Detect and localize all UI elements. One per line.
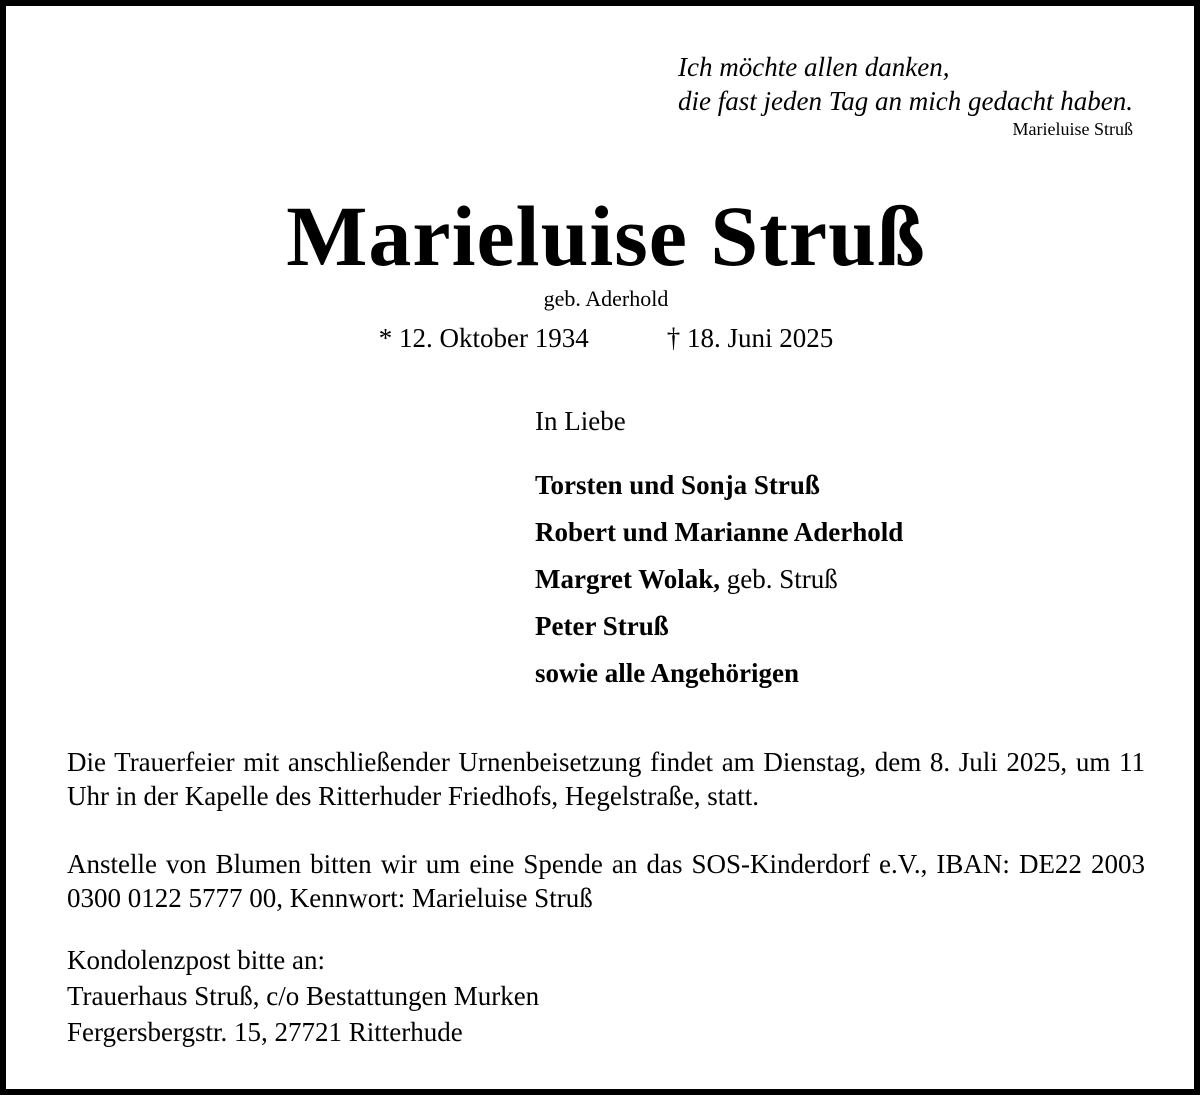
quote-author: Marieluise Struß — [1012, 119, 1133, 139]
mourner-item — [535, 562, 903, 596]
condolence-address — [67, 942, 539, 1050]
mourner-suffix: geb. Struß — [719, 564, 838, 594]
mourners-block — [535, 404, 903, 703]
maiden-name: geb. Aderhold — [543, 286, 669, 311]
birth-date: * 12. Oktober 1934 — [378, 323, 589, 353]
deceased-name: Marieluise Struß — [286, 188, 926, 284]
condolence-line-3: Fergersbergstr. 15, 27721 Ritterhude — [67, 1017, 463, 1047]
mourners-intro: In Liebe — [535, 406, 626, 436]
quote-line-2: die fast jeden Tag an mich gedacht haben. — [678, 86, 1133, 116]
mourner-item — [535, 468, 903, 502]
condolence-line-2: Trauerhaus Struß, c/o Bestattungen Murken — [67, 981, 540, 1011]
mourner-name: Robert und Marianne Aderhold — [535, 517, 904, 547]
mourner-name: sowie alle Angehörigen — [535, 658, 799, 688]
mourner-name: Peter Struß — [535, 611, 669, 641]
death-date: † 18. Juni 2025 — [666, 323, 834, 353]
life-dates — [6, 321, 1200, 355]
condolence-line-1: Kondolenzpost bitte an: — [67, 945, 325, 975]
mourner-item — [535, 609, 903, 643]
memorial-quote — [678, 50, 1133, 140]
quote-line-1: Ich möchte allen danken, — [678, 52, 950, 82]
funeral-notice: Die Trauerfeier mit anschließender Urnenbeisetzung findet am Dienstag, dem 8. Juli 2025, um 11 Uhr in der Kapelle des Ritterhuder Friedhofs, Hegelstraße, statt. — [67, 747, 1145, 811]
mourner-item — [535, 515, 903, 549]
donation-notice: Anstelle von Blumen bitten wir um eine Spende an das SOS-Kinderdorf e.V., IBAN: DE22 2003 0300 0122 5777 00, Kennwort: Marieluise Struß — [67, 849, 1145, 913]
mourner-name: Margret Wolak, — [535, 564, 720, 594]
mourner-item — [535, 656, 903, 690]
mourner-name: Torsten und Sonja Struß — [535, 470, 820, 500]
